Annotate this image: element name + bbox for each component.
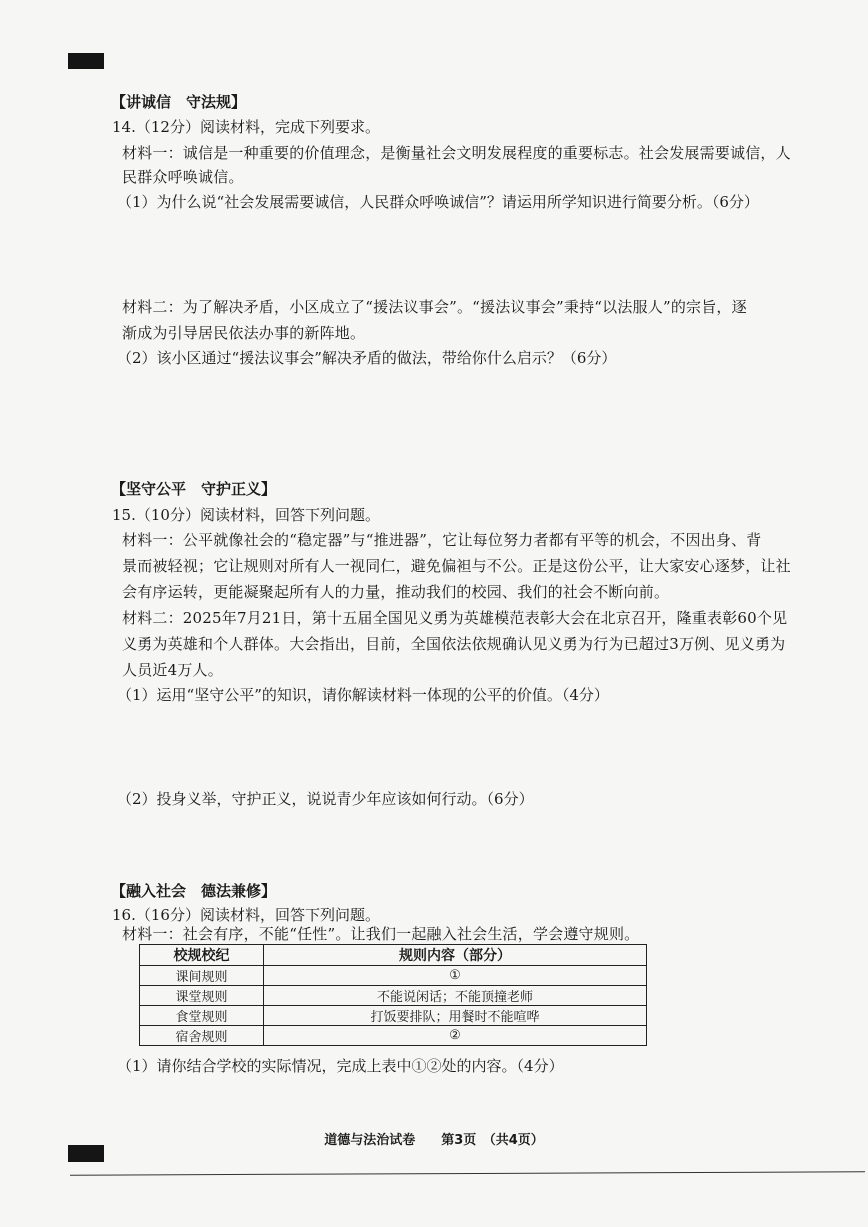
q15-part-1: （1）运用“坚守公平”的知识，请你解读材料一体现的公平的价值。（4分） [117, 686, 609, 704]
q15-material-2-line-2: 义勇为英雄和个人群体。大会指出，目前，全国依法依规确认见义勇为行为已超过3万例、见义勇为 [122, 635, 786, 653]
q15-material-2-line-3: 人员近4万人。 [122, 661, 223, 679]
table-row [140, 986, 647, 1006]
section-heading-fairness: 【坚守公平 守护正义】 [111, 480, 277, 498]
q14-material-1-line-2: 民群众呼唤诚信。 [122, 168, 244, 186]
section-heading-society: 【融入社会 德法兼修】 [111, 882, 277, 900]
table-row [140, 1026, 647, 1046]
table-cell: 课间规则 [140, 966, 264, 986]
table-row [140, 1006, 647, 1026]
table-cell: 不能说闲话；不能顶撞老师 [264, 986, 647, 1006]
q14-part-1: （1）为什么说“社会发展需要诚信，人民群众呼唤诚信”？请运用所学知识进行简要分析。（6分） [117, 193, 759, 211]
q14-material-2-line-2: 渐成为引导居民依法办事的新阵地。 [122, 324, 366, 342]
table-row [140, 966, 647, 986]
q16-material-1: 材料一：社会有序，不能“任性”。让我们一起融入社会生活，学会遵守规则。 [122, 925, 640, 943]
table-cell: ① [264, 966, 647, 986]
table-header-cell: 规则内容（部分） [264, 945, 647, 966]
table-cell: 食堂规则 [140, 1006, 264, 1026]
question-14-title: 14.（12分）阅读材料，完成下列要求。 [112, 118, 380, 136]
table-header-cell: 校规校纪 [140, 945, 264, 966]
bottom-divider [70, 1171, 865, 1175]
section-heading-honesty: 【讲诚信 守法规】 [111, 93, 247, 111]
q15-material-1-line-2: 景而被轻视；它让规则对所有人一视同仁，避免偏袒与不公。正是这份公平，让大家安心逐梦，让社 [122, 557, 791, 575]
q14-material-1-line-1: 材料一：诚信是一种重要的价值理念，是衡量社会文明发展程度的重要标志。社会发展需要诚信，人 [122, 144, 791, 162]
question-16-title: 16.（16分）阅读材料，回答下列问题。 [112, 906, 380, 924]
q16-part-1: （1）请你结合学校的实际情况，完成上表中①②处的内容。（4分） [117, 1057, 564, 1075]
q14-part-2: （2）该小区通过“援法议事会”解决矛盾的做法，带给你什么启示？（6分） [117, 349, 617, 367]
registration-mark-top [68, 53, 104, 69]
q15-material-1-line-3: 会有序运转，更能凝聚起所有人的力量，推动我们的校园、我们的社会不断向前。 [122, 583, 670, 601]
table-header-row [140, 945, 647, 966]
question-15-title: 15.（10分）阅读材料，回答下列问题。 [112, 506, 380, 524]
table-cell: 宿舍规则 [140, 1026, 264, 1046]
table-cell: 课堂规则 [140, 986, 264, 1006]
q14-material-2-line-1: 材料二：为了解决矛盾，小区成立了“援法议事会”。“援法议事会”秉持“以法服人”的宗旨，逐 [122, 298, 747, 316]
table-cell: ② [264, 1026, 647, 1046]
table-cell: 打饭要排队；用餐时不能喧哗 [264, 1006, 647, 1026]
registration-mark-bottom [68, 1145, 104, 1162]
q15-material-2-line-1: 材料二：2025年7月21日，第十五届全国见义勇为英雄模范表彰大会在北京召开，隆重表彰60个见 [122, 609, 788, 627]
q15-part-2: （2）投身义举，守护正义，说说青少年应该如何行动。（6分） [117, 790, 534, 808]
school-rules-table [139, 944, 647, 1046]
q15-material-1-line-1: 材料一：公平就像社会的“稳定器”与“推进器”，它让每位努力者都有平等的机会，不因出身、背 [122, 531, 762, 549]
page-footer: 道德与法治试卷 第3页 （共4页） [324, 1133, 544, 1148]
